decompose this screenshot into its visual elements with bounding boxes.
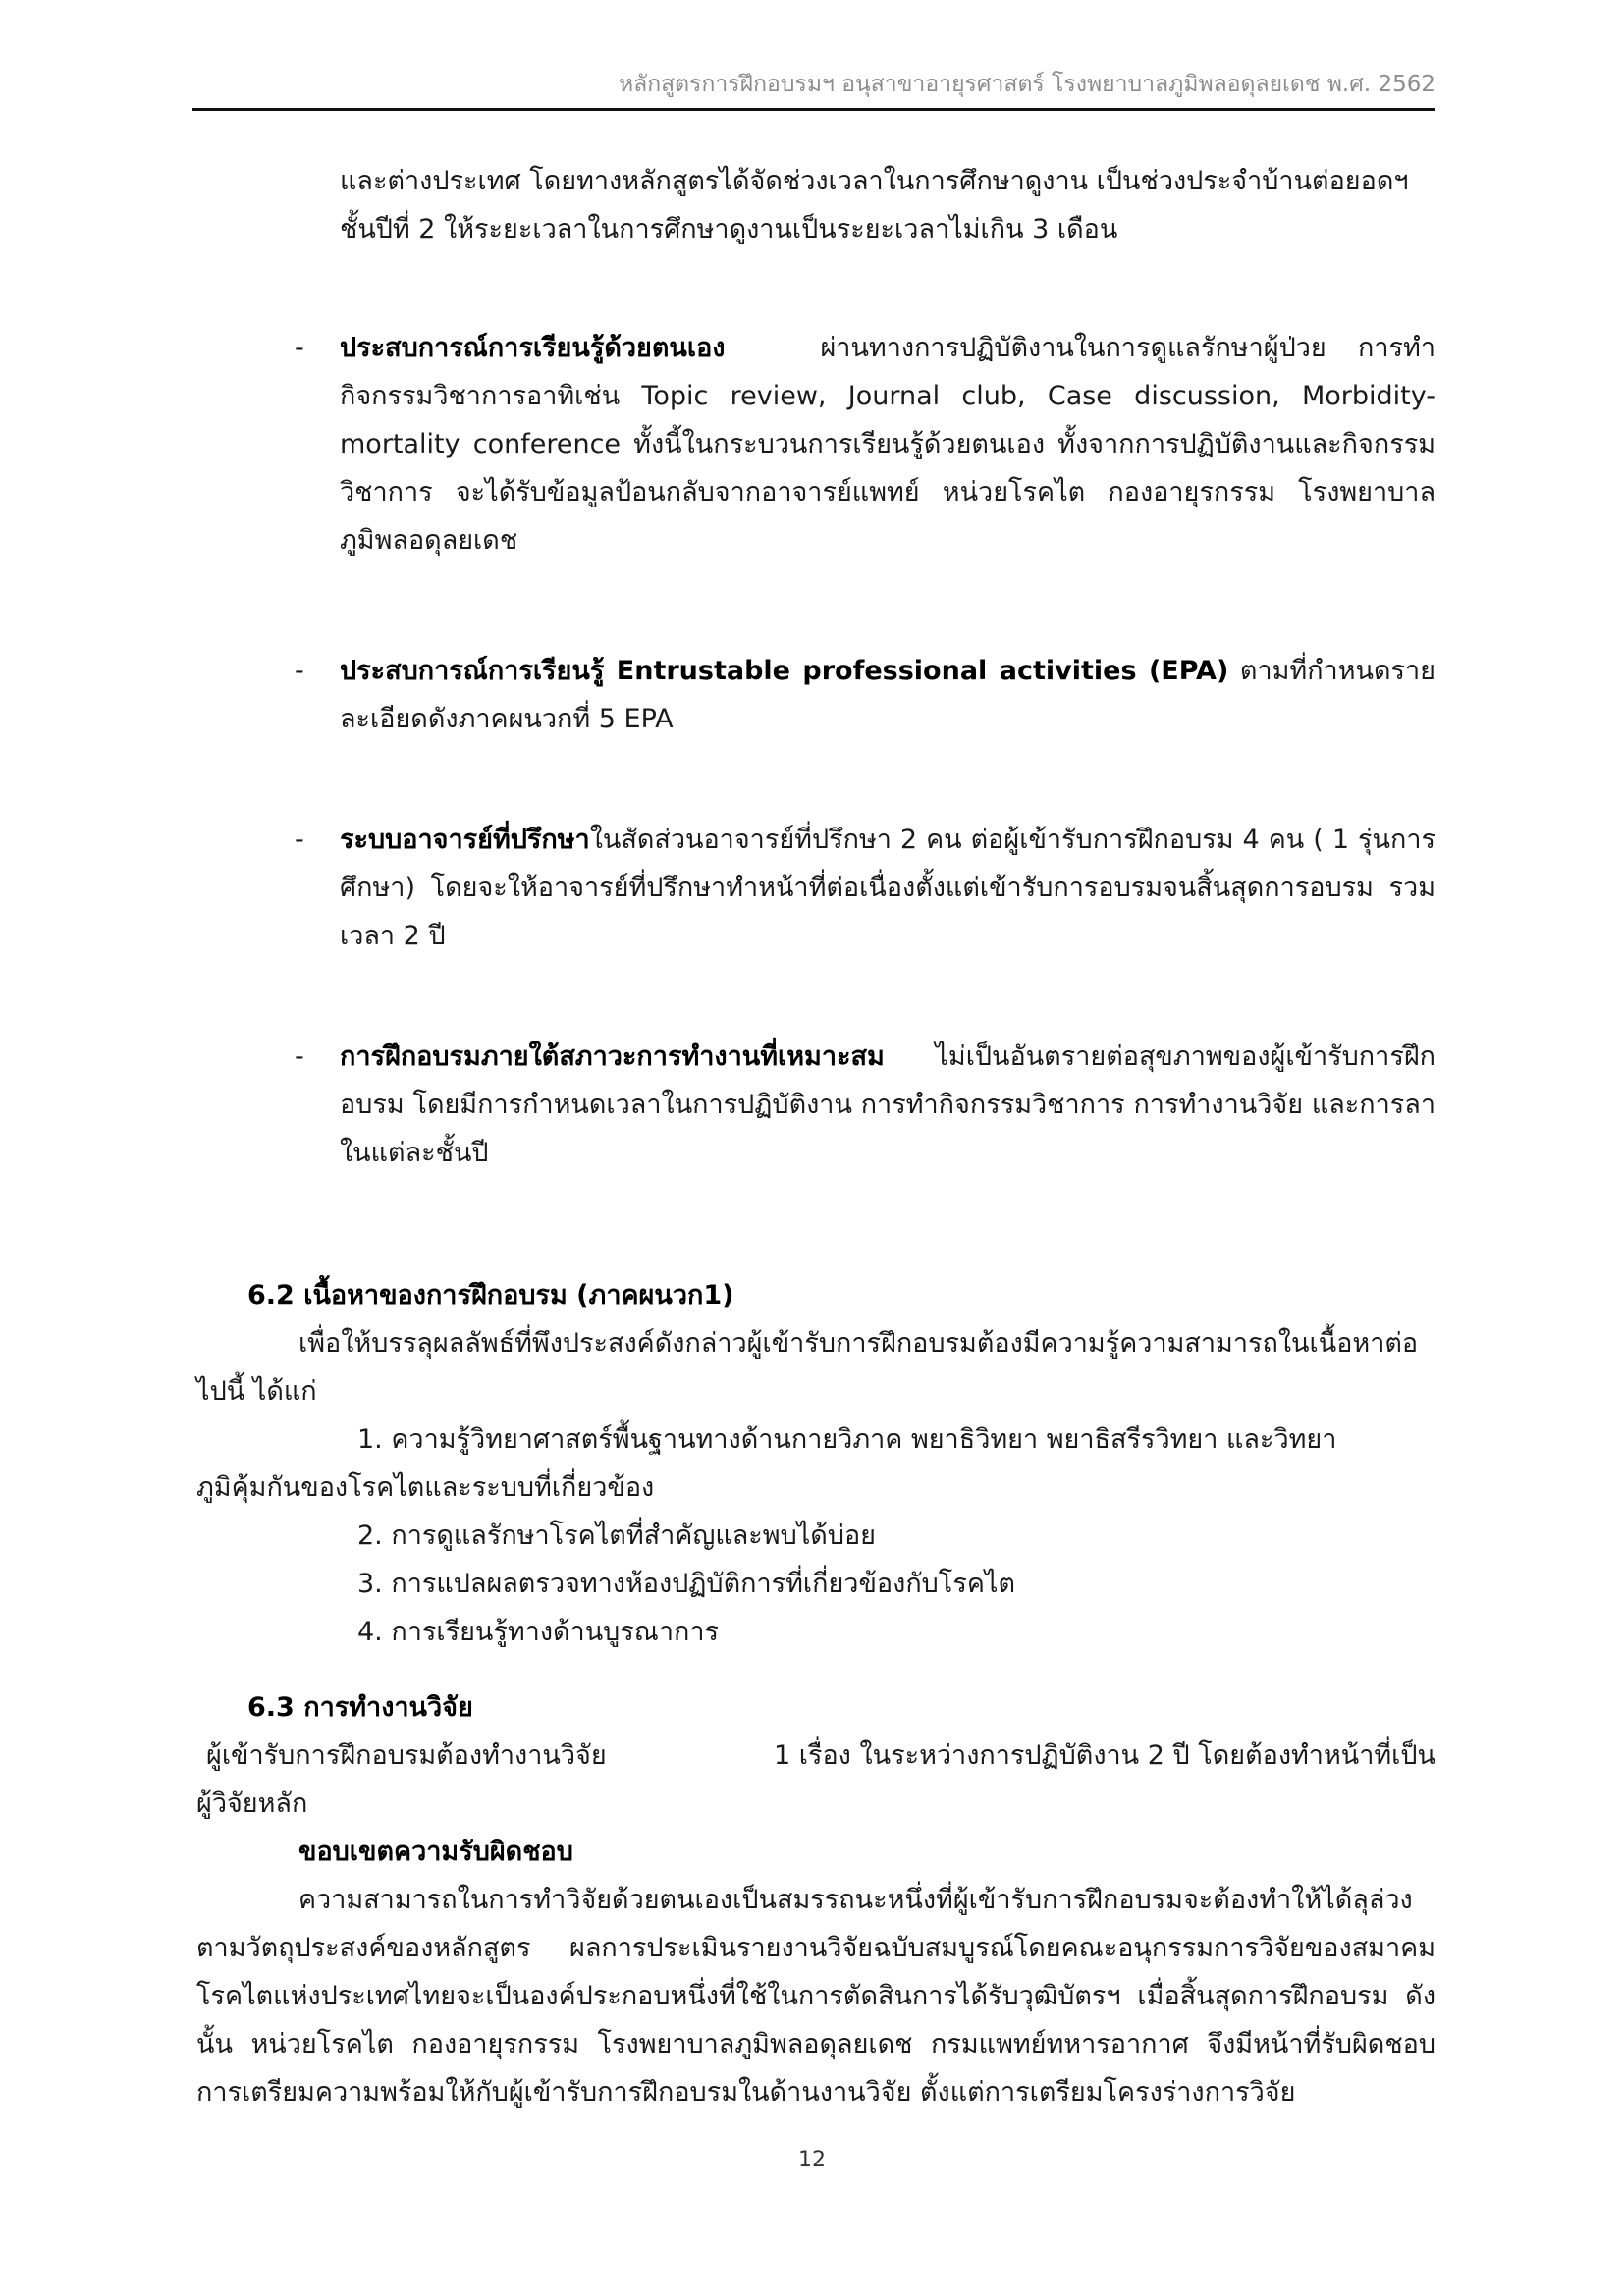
research-requirement-line (196, 1732, 1435, 1780)
content-item-2: 2. การดูแลรักษาโรคไตที่สำคัญและพบได้บ่อย (357, 1521, 877, 1551)
page-body (196, 157, 1435, 2116)
bullet-text: ผ่านทางการปฏิบัติงานในการดูแลรักษาผู้ป่วย การทำกิจกรรมวิชาการอาทิเช่น Topic review, Journal club, Case discussion, Morbidity-mortality conference ทั้งนี้ในกระบวนการเรียนรู้ด้วยตนเอง ทั้งจากการปฏิบัติงานและกิจกรรมวิชาการ จะได้รับข้อมูลป้อนกลับจากอาจารย์แพทย์ หน่วยโรคไต กองอายุรกรรม โรงพยาบาลภูมิพลอดุลยเดช (340, 333, 1435, 556)
scope-body: ความสามารถในการทำวิจัยด้วยตนเองเป็นสมรรถนะหนึ่งที่ผู้เข้ารับการฝึกอบรมจะต้องทำให้ได้ลุล่วงตามวัตถุประสงค์ของหลักสูตร ผลการประเมินรายงานวิจัยฉบับสมบูรณ์โดยคณะอนุกรรมการวิจัยของสมาคมโรคไตแห่งประเทศไทยจะเป็นองค์ประกอบหนึ่งที่ใช้ในการตัดสินการได้รับวุฒิบัตรฯ เมื่อสิ้นสุดการฝึกอบรม ดังนั้น หน่วยโรคไต กองอายุรกรรม โรงพยาบาลภูมิพลอดุลยเดช กรมแพทย์ทหารอากาศ จึงมีหน้าที่รับผิดชอบการเตรียมความพร้อมให้กับผู้เข้ารับการฝึกอบรมในด้านงานวิจัย ตั้งแต่การเตรียมโครงร่างการวิจัย (196, 1885, 1435, 2108)
bullet-body (340, 324, 1435, 564)
bullet-text: ไม่เป็นอันตรายต่อสุขภาพของผู้เข้ารับการฝึกอบรม โดยมีการกำหนดเวลาในการปฏิบัติงาน การทำกิจกรรมวิชาการ การทำงานวิจัย และการลา ในแต่ละชั้นปี (340, 1041, 1435, 1168)
section-6-3-title: 6.3 การทำงานวิจัย (247, 1692, 473, 1723)
section-6-2-title: 6.2 เนื้อหาของการฝึกอบรม (ภาคผนวก1) (247, 1280, 734, 1310)
bullet-advisor (295, 816, 1435, 960)
bullet-title: การฝึกอบรมภายใต้สภาวะการทำงานที่เหมาะสม (340, 1041, 885, 1072)
content-item-4: 4. การเรียนรู้ทางด้านบูรณาการ (357, 1617, 720, 1647)
bullet-self-learning (295, 324, 1435, 564)
section-6-2-intro: เพื่อให้บรรลุผลลัพธ์ที่พึงประสงค์ดังกล่าวผู้เข้ารับการฝึกอบรมต้องมีความรู้ความสามารถในเนื้อหาต่อไปนี้ ได้แก่ (196, 1328, 1419, 1407)
bullet-dash: - (295, 1041, 304, 1072)
intro-line-1: และต่างประเทศ โดยทางหลักสูตรได้จัดช่วงเวลาในการศึกษาดูงาน เป็นช่วงประจำบ้านต่อยอดฯ (340, 166, 1409, 196)
header-divider (192, 108, 1435, 111)
bullet-text: ตามที่กำหนดรายละเอียดดังภาคผนวกที่ 5 EPA (340, 656, 1435, 734)
bullet-text: ในสัดส่วนอาจารย์ที่ปรึกษา 2 คน ต่อผู้เข้ารับการฝึกอบรม 4 คน ( 1 รุ่นการศึกษา) โดยจะให้อาจารย์ที่ปรึกษาทำหน้าที่ต่อเนื่องตั้งแต่เข้ารับการอบรมจนสิ้นสุดการอบรม รวมเวลา 2 ปี (340, 825, 1435, 951)
page-number: 12 (798, 2148, 826, 2172)
bullet-body (340, 1033, 1435, 1177)
content-item-1: 1. ความรู้วิทยาศาสตร์พื้นฐานทางด้านกายวิภาค พยาธิวิทยา พยาธิสรีรวิทยา และวิทยาภูมิคุ้มกันของโรคไตและระบบที่เกี่ยวข้อง (196, 1424, 1337, 1503)
bullet-title: ประสบการณ์การเรียนรู้ด้วยตนเอง (340, 333, 726, 363)
bullet-dash: - (295, 825, 304, 855)
bullet-body (340, 647, 1435, 743)
research-requirement-a: ผู้เข้ารับการฝึกอบรมต้องทำงานวิจัย (206, 1740, 607, 1771)
content-item-3: 3. การแปลผลตรวจทางห้องปฏิบัติการที่เกี่ยวข้องกับโรคไต (357, 1569, 1015, 1599)
bullet-title: ประสบการณ์การเรียนรู้ Entrustable professional activities (EPA) (340, 656, 1229, 686)
bullet-dash: - (295, 333, 304, 363)
bullet-dash: - (295, 656, 304, 686)
bullet-work-environment (295, 1033, 1435, 1177)
bullet-title: ระบบอาจารย์ที่ปรึกษา (340, 825, 590, 855)
intro-paragraph (340, 157, 1435, 253)
bullet-epa (295, 647, 1435, 743)
research-requirement-c: ผู้วิจัยหลัก (196, 1789, 308, 1819)
running-header: หลักสูตรการฝึกอบรมฯ อนุสาขาอายุรศาสตร์ โรงพยาบาลภูมิพลอดุลยเดช พ.ศ. 2562 (618, 72, 1435, 97)
bullet-body (340, 816, 1435, 960)
research-requirement-b: 1 เรื่อง ในระหว่างการปฏิบัติงาน 2 ปี โดยต้องทำหน้าที่เป็น (773, 1740, 1435, 1771)
intro-line-2: ชั้นปีที่ 2 ให้ระยะเวลาในการศึกษาดูงานเป็นระยะเวลาไม่เกิน 3 เดือน (340, 214, 1118, 244)
scope-heading: ขอบเขตความรับผิดชอบ (298, 1837, 573, 1867)
